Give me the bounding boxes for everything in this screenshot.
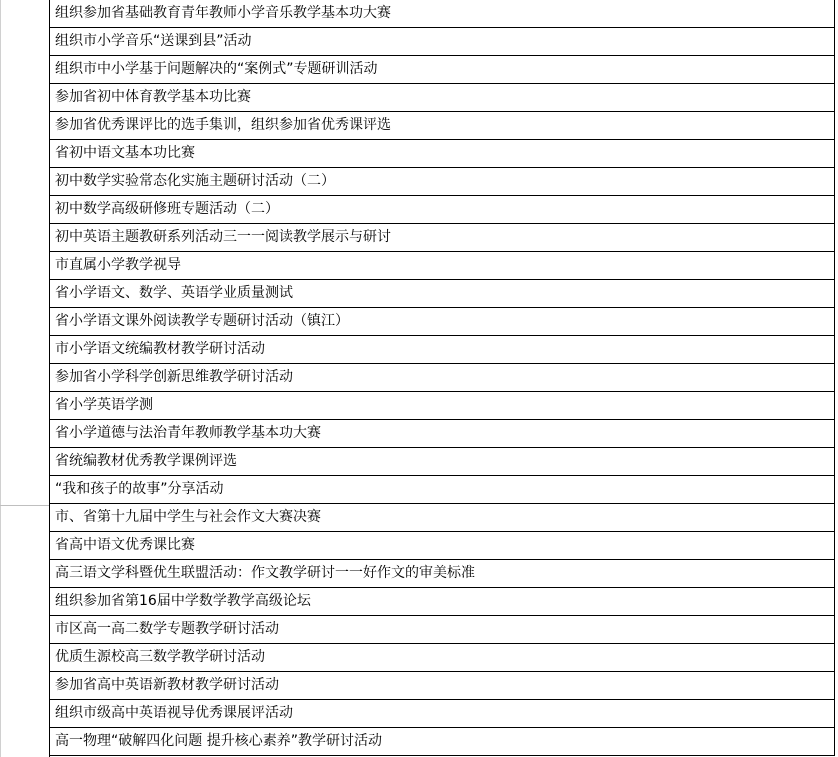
table-row[interactable]: 省小学语文、数学、英语学业质量测试 [50,280,835,308]
table-row[interactable]: 组织市小学音乐“送课到县”活动 [50,28,835,56]
table-row[interactable]: 初中数学高级研修班专题活动（二） [50,196,835,224]
table-row[interactable]: 优质生源校高三数学教学研讨活动 [50,644,835,672]
table-row[interactable]: 初中数学实验常态化实施主题研讨活动（二） [50,168,835,196]
table-row[interactable]: 市、省第十九届中学生与社会作文大赛决赛 [50,504,835,532]
activity-column [50,0,835,756]
merged-cell-divider [0,505,49,506]
table-row[interactable]: 省小学英语学测 [50,392,835,420]
table-row[interactable]: 组织市级高中英语视导优秀课展评活动 [50,700,835,728]
table-row[interactable]: 参加省优秀课评比的选手集训，组织参加省优秀课评选 [50,112,835,140]
table-row[interactable]: 省统编教材优秀教学课例评选 [50,448,835,476]
table-row[interactable]: 省高中语文优秀课比赛 [50,532,835,560]
table-row[interactable]: 市区高一高二数学专题教学研讨活动 [50,616,835,644]
table-row[interactable]: 高三语文学科暨优生联盟活动：作文教学研讨一一好作文的审美标准 [50,560,835,588]
table-row[interactable]: 组织市中小学基于问题解决的“案例式”专题研训活动 [50,56,835,84]
table-row[interactable]: 组织参加省第16届中学数学教学高级论坛 [50,588,835,616]
table-row[interactable]: 省小学语文课外阅读教学专题研讨活动（镇江） [50,308,835,336]
table-row[interactable]: 参加省高中英语新教材教学研讨活动 [50,672,835,700]
table-row[interactable]: 市小学语文统编教材教学研讨活动 [50,336,835,364]
table-row[interactable]: 组织参加省基础教育青年教师小学音乐教学基本功大赛 [50,0,835,28]
table-row[interactable]: 初中英语主题教研系列活动三一一阅读教学展示与研讨 [50,224,835,252]
merged-column-a[interactable] [0,0,50,757]
table-row[interactable]: “我和孩子的故事”分享活动 [50,476,835,504]
table-row[interactable]: 参加省初中体育教学基本功比赛 [50,84,835,112]
table-row[interactable]: 高一物理“破解四化问题 提升核心素养”教学研讨活动 [50,728,835,756]
table-row[interactable]: 参加省小学科学创新思维教学研讨活动 [50,364,835,392]
table-row[interactable]: 省初中语文基本功比赛 [50,140,835,168]
table-row[interactable]: 省小学道德与法治青年教师教学基本功大赛 [50,420,835,448]
table-row[interactable]: 市直属小学教学视导 [50,252,835,280]
